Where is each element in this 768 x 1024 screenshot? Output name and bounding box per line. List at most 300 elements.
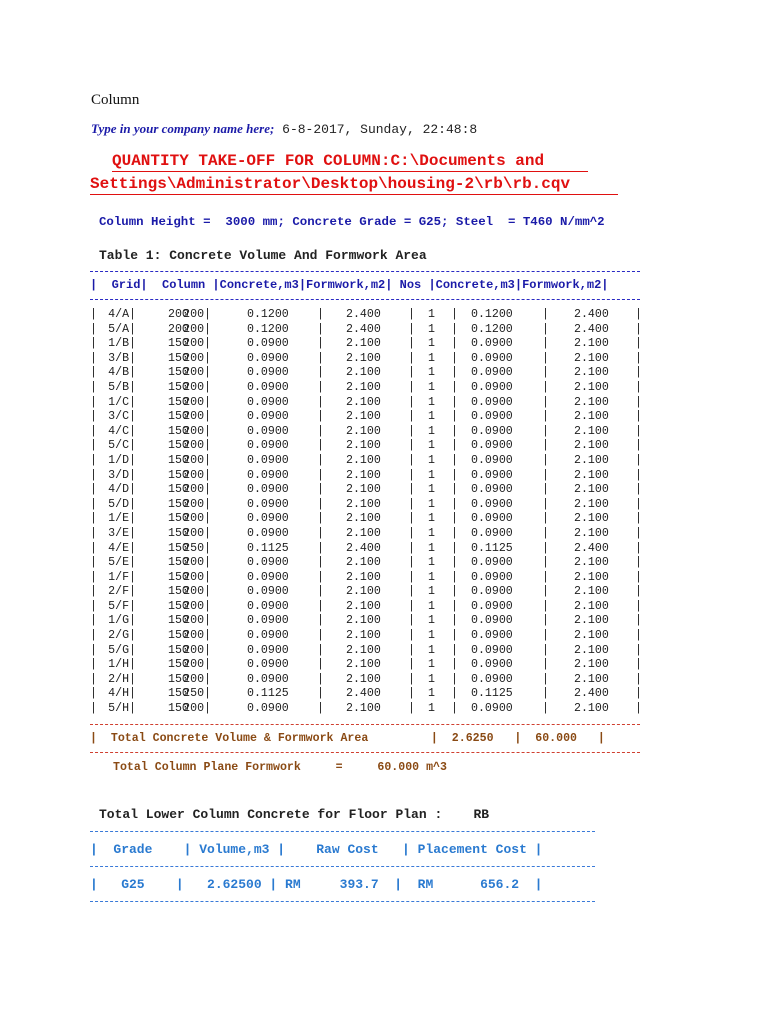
cell-d: 200| xyxy=(183,658,211,672)
cell-b: 150 xyxy=(168,643,189,657)
table2-bottom-rule xyxy=(90,901,595,902)
cell-b: 150 xyxy=(168,366,189,380)
cell-conc-total: 0.0900 xyxy=(471,570,513,584)
cell-separator: | xyxy=(90,541,97,555)
cell-separator: | xyxy=(408,541,415,555)
cell-form: 2.100 xyxy=(346,468,381,482)
cell-separator: | xyxy=(317,672,324,686)
cell-b: 150 xyxy=(168,337,189,351)
cell-conc-total: 0.0900 xyxy=(471,395,513,409)
cell-grid: 5/F| xyxy=(108,599,136,613)
cell-d: 200| xyxy=(183,322,211,336)
cell-separator: | xyxy=(408,337,415,351)
cell-separator: | xyxy=(542,512,549,526)
cell-form-total: 2.100 xyxy=(574,614,609,628)
cell-separator: | xyxy=(451,599,458,613)
cell-d: 200| xyxy=(183,512,211,526)
cell-separator: | xyxy=(408,585,415,599)
cell-separator: | xyxy=(451,337,458,351)
cell-form: 2.100 xyxy=(346,599,381,613)
cell-separator: | xyxy=(451,410,458,424)
cell-form-total: 2.100 xyxy=(574,702,609,716)
cell-separator: | xyxy=(317,687,324,701)
cell-separator: | xyxy=(542,322,549,336)
cell-separator: | xyxy=(542,658,549,672)
cell-separator: | xyxy=(542,337,549,351)
cell-form: 2.100 xyxy=(346,526,381,540)
company-name: Type in your company name here xyxy=(91,121,270,136)
timestamp xyxy=(274,122,282,137)
cell-separator: | xyxy=(635,570,642,584)
cell-conc: 0.1125 xyxy=(247,687,289,701)
cell-conc-total: 0.1200 xyxy=(471,308,513,321)
cell-form-total: 2.100 xyxy=(574,585,609,599)
cell-form: 2.100 xyxy=(346,337,381,351)
cell-separator: | xyxy=(90,658,97,672)
cell-separator: | xyxy=(90,585,97,599)
cell-separator: | xyxy=(542,526,549,540)
cell-separator: | xyxy=(451,687,458,701)
cell-separator: | xyxy=(635,658,642,672)
cell-form-total: 2.100 xyxy=(574,483,609,497)
cell-conc-total: 0.0900 xyxy=(471,468,513,482)
cell-separator: | xyxy=(317,497,324,511)
cell-conc-total: 0.0900 xyxy=(471,526,513,540)
cell-separator: | xyxy=(90,395,97,409)
cell-form: 2.400 xyxy=(346,541,381,555)
cell-d: 200| xyxy=(183,702,211,716)
cell-separator: | xyxy=(542,702,549,716)
cell-separator: | xyxy=(451,702,458,716)
cell-d: 250| xyxy=(183,687,211,701)
cell-form-total: 2.100 xyxy=(574,439,609,453)
cell-conc-total: 0.0900 xyxy=(471,672,513,686)
cell-conc-total: 0.0900 xyxy=(471,585,513,599)
cell-separator: | xyxy=(408,687,415,701)
cell-d: 200| xyxy=(183,497,211,511)
cell-separator: | xyxy=(451,643,458,657)
cell-separator: | xyxy=(635,643,642,657)
cell-separator: | xyxy=(317,643,324,657)
cell-separator: | xyxy=(90,424,97,438)
cell-conc: 0.0900 xyxy=(247,512,289,526)
cell-conc: 0.0900 xyxy=(247,702,289,716)
plane-formwork-line: Total Column Plane Formwork = 60.000 m^3 xyxy=(113,761,447,774)
table1-total-line: | Total Concrete Volume & Formwork Area | 2.6250 | 60.000 | xyxy=(90,732,605,745)
cell-form-total: 2.100 xyxy=(574,366,609,380)
cell-form: 2.100 xyxy=(346,497,381,511)
cell-nos: 1 xyxy=(428,322,435,336)
cell-conc: 0.0900 xyxy=(247,380,289,394)
cell-separator: | xyxy=(451,424,458,438)
cell-b: 150 xyxy=(168,468,189,482)
cell-form-total: 2.100 xyxy=(574,497,609,511)
cell-conc: 0.0900 xyxy=(247,658,289,672)
cell-grid: 1/H| xyxy=(108,658,136,672)
cell-b: 150 xyxy=(168,541,189,555)
cell-b: 150 xyxy=(168,599,189,613)
cell-separator: | xyxy=(542,585,549,599)
cell-form-total: 2.100 xyxy=(574,395,609,409)
cell-form: 2.100 xyxy=(346,424,381,438)
cell-separator: | xyxy=(542,570,549,584)
cell-form-total: 2.100 xyxy=(574,468,609,482)
cell-separator: | xyxy=(542,687,549,701)
cell-separator: | xyxy=(317,658,324,672)
cell-separator: | xyxy=(451,585,458,599)
cell-separator: | xyxy=(90,614,97,628)
cell-grid: 4/A| xyxy=(108,308,136,321)
cell-conc-total: 0.0900 xyxy=(471,556,513,570)
cell-grid: 5/E| xyxy=(108,556,136,570)
cell-nos: 1 xyxy=(428,483,435,497)
cell-separator: | xyxy=(451,308,458,321)
cell-separator: | xyxy=(542,453,549,467)
cell-form: 2.100 xyxy=(346,672,381,686)
cell-form-total: 2.100 xyxy=(574,556,609,570)
cell-separator: | xyxy=(408,658,415,672)
cell-separator: | xyxy=(317,468,324,482)
cell-separator: | xyxy=(317,702,324,716)
cell-nos: 1 xyxy=(428,308,435,321)
cell-separator: | xyxy=(635,468,642,482)
cell-separator: | xyxy=(317,526,324,540)
cell-conc-total: 0.0900 xyxy=(471,702,513,716)
cell-grid: 2/G| xyxy=(108,629,136,643)
cell-grid: 3/C| xyxy=(108,410,136,424)
cell-grid: 1/F| xyxy=(108,570,136,584)
cell-nos: 1 xyxy=(428,424,435,438)
cell-separator: | xyxy=(635,395,642,409)
cell-separator: | xyxy=(635,526,642,540)
cell-nos: 1 xyxy=(428,570,435,584)
cell-separator: | xyxy=(90,453,97,467)
cell-separator: | xyxy=(451,658,458,672)
cell-separator: | xyxy=(317,308,324,321)
cell-d: 200| xyxy=(183,468,211,482)
cell-conc: 0.0900 xyxy=(247,395,289,409)
cell-nos: 1 xyxy=(428,556,435,570)
cell-b: 150 xyxy=(168,351,189,365)
cell-conc: 0.0900 xyxy=(247,337,289,351)
cell-conc-total: 0.1200 xyxy=(471,322,513,336)
report-title-line1: QUANTITY TAKE-OFF FOR COLUMN:C:\Documents and xyxy=(112,152,545,170)
cell-form: 2.100 xyxy=(346,614,381,628)
cell-separator: | xyxy=(542,308,549,321)
cell-d: 200| xyxy=(183,672,211,686)
cell-separator: | xyxy=(542,672,549,686)
cell-b: 150 xyxy=(168,629,189,643)
cell-nos: 1 xyxy=(428,395,435,409)
cell-nos: 1 xyxy=(428,658,435,672)
cell-b: 150 xyxy=(168,497,189,511)
cell-conc: 0.0900 xyxy=(247,351,289,365)
cell-separator: | xyxy=(90,439,97,453)
cell-separator: | xyxy=(408,629,415,643)
cell-separator: | xyxy=(542,643,549,657)
cell-b: 150 xyxy=(168,570,189,584)
cell-nos: 1 xyxy=(428,439,435,453)
cell-separator: | xyxy=(635,599,642,613)
cell-grid: 3/E| xyxy=(108,526,136,540)
cell-form: 2.400 xyxy=(346,308,381,321)
page-heading: Column xyxy=(91,92,140,108)
cell-form: 2.100 xyxy=(346,366,381,380)
cell-separator: | xyxy=(635,614,642,628)
cell-separator: | xyxy=(635,439,642,453)
cell-b: 150 xyxy=(168,439,189,453)
cell-separator: | xyxy=(542,497,549,511)
cell-grid: 5/A| xyxy=(108,322,136,336)
cell-d: 200| xyxy=(183,380,211,394)
cell-conc: 0.0900 xyxy=(247,526,289,540)
cell-separator: | xyxy=(542,366,549,380)
cell-b: 150 xyxy=(168,687,189,701)
cell-separator: | xyxy=(317,629,324,643)
cell-b: 150 xyxy=(168,380,189,394)
cell-d: 200| xyxy=(183,614,211,628)
cell-separator: | xyxy=(451,541,458,555)
cell-conc: 0.0900 xyxy=(247,453,289,467)
cell-separator: | xyxy=(90,526,97,540)
cell-separator: | xyxy=(90,483,97,497)
cell-b: 200 xyxy=(168,308,189,321)
cell-separator: | xyxy=(635,410,642,424)
cell-form-total: 2.400 xyxy=(574,687,609,701)
cell-conc-total: 0.0900 xyxy=(471,483,513,497)
cell-form: 2.100 xyxy=(346,439,381,453)
cell-conc-total: 0.1125 xyxy=(471,541,513,555)
cell-separator: | xyxy=(317,483,324,497)
cell-separator: | xyxy=(635,483,642,497)
cell-nos: 1 xyxy=(428,599,435,613)
cell-nos: 1 xyxy=(428,526,435,540)
cell-separator: | xyxy=(408,380,415,394)
cell-grid: 3/D| xyxy=(108,468,136,482)
cell-conc-total: 0.0900 xyxy=(471,439,513,453)
cell-b: 150 xyxy=(168,556,189,570)
cell-form: 2.100 xyxy=(346,351,381,365)
cell-separator: | xyxy=(635,512,642,526)
cell-form: 2.100 xyxy=(346,556,381,570)
cell-b: 150 xyxy=(168,585,189,599)
cell-form: 2.100 xyxy=(346,629,381,643)
cell-form: 2.100 xyxy=(346,483,381,497)
cell-separator: | xyxy=(90,512,97,526)
cell-separator: | xyxy=(635,687,642,701)
cell-separator: | xyxy=(451,395,458,409)
cell-grid: 3/B| xyxy=(108,351,136,365)
cell-separator: | xyxy=(635,585,642,599)
cell-nos: 1 xyxy=(428,497,435,511)
cell-b: 150 xyxy=(168,702,189,716)
cell-conc: 0.1200 xyxy=(247,308,289,321)
cell-separator: | xyxy=(635,424,642,438)
cell-separator: | xyxy=(408,643,415,657)
cell-conc-total: 0.0900 xyxy=(471,658,513,672)
cell-form-total: 2.100 xyxy=(574,526,609,540)
cell-separator: | xyxy=(90,380,97,394)
cell-separator: | xyxy=(542,439,549,453)
cell-form-total: 2.100 xyxy=(574,570,609,584)
cell-separator: | xyxy=(542,468,549,482)
cell-form-total: 2.100 xyxy=(574,453,609,467)
cell-separator: | xyxy=(317,439,324,453)
cell-separator: | xyxy=(90,629,97,643)
table1-header: | Grid| Column |Concrete,m3|Formwork,m2| Nos |Concrete,m3|Formwork,m2| xyxy=(90,278,609,292)
cell-separator: | xyxy=(635,672,642,686)
cell-separator: | xyxy=(317,410,324,424)
cell-nos: 1 xyxy=(428,687,435,701)
cell-separator: | xyxy=(451,468,458,482)
cell-separator: | xyxy=(317,351,324,365)
cell-conc: 0.0900 xyxy=(247,556,289,570)
cell-separator: | xyxy=(317,541,324,555)
cell-conc: 0.0900 xyxy=(247,570,289,584)
cell-d: 200| xyxy=(183,410,211,424)
cell-form: 2.100 xyxy=(346,702,381,716)
cell-separator: | xyxy=(451,453,458,467)
cell-nos: 1 xyxy=(428,585,435,599)
cell-separator: | xyxy=(317,424,324,438)
cell-separator: | xyxy=(408,599,415,613)
cell-separator: | xyxy=(317,512,324,526)
cell-grid: 5/H| xyxy=(108,702,136,716)
table1-top-rule xyxy=(90,271,640,272)
cell-separator: | xyxy=(451,366,458,380)
cell-separator: | xyxy=(408,351,415,365)
cell-grid: 5/G| xyxy=(108,643,136,657)
cell-separator: | xyxy=(542,599,549,613)
cell-form: 2.100 xyxy=(346,453,381,467)
cell-form-total: 2.100 xyxy=(574,424,609,438)
cell-nos: 1 xyxy=(428,614,435,628)
cell-b: 150 xyxy=(168,410,189,424)
cell-separator: | xyxy=(451,380,458,394)
cell-separator: | xyxy=(542,541,549,555)
cell-separator: | xyxy=(635,541,642,555)
cell-grid: 5/C| xyxy=(108,439,136,453)
cell-conc-total: 0.0900 xyxy=(471,337,513,351)
cell-conc: 0.0900 xyxy=(247,497,289,511)
cell-separator: | xyxy=(90,599,97,613)
cell-form-total: 2.100 xyxy=(574,380,609,394)
title-underline-2 xyxy=(90,194,618,195)
cell-separator: | xyxy=(451,497,458,511)
cell-separator: | xyxy=(408,512,415,526)
cell-conc-total: 0.0900 xyxy=(471,512,513,526)
cell-separator: | xyxy=(90,570,97,584)
cell-nos: 1 xyxy=(428,672,435,686)
cell-nos: 1 xyxy=(428,337,435,351)
parameters-line: Column Height = 3000 mm; Concrete Grade = G25; Steel = T460 N/mm^2 xyxy=(99,215,605,229)
cell-separator: | xyxy=(635,337,642,351)
cell-grid: 4/B| xyxy=(108,366,136,380)
cell-conc: 0.0900 xyxy=(247,366,289,380)
cell-separator: | xyxy=(90,687,97,701)
cell-b: 150 xyxy=(168,483,189,497)
cell-d: 200| xyxy=(183,337,211,351)
cell-separator: | xyxy=(451,556,458,570)
cell-separator: | xyxy=(317,585,324,599)
cell-separator: | xyxy=(451,439,458,453)
cell-grid: 5/D| xyxy=(108,497,136,511)
cell-separator: | xyxy=(90,672,97,686)
cell-conc: 0.0900 xyxy=(247,614,289,628)
table1-caption: Table 1: Concrete Volume And Formwork Area xyxy=(99,248,427,263)
cell-grid: 1/E| xyxy=(108,512,136,526)
cell-grid: 1/B| xyxy=(108,337,136,351)
cell-conc-total: 0.0900 xyxy=(471,366,513,380)
cell-separator: | xyxy=(317,556,324,570)
cell-d: 250| xyxy=(183,541,211,555)
cell-conc: 0.1125 xyxy=(247,541,289,555)
cell-form-total: 2.100 xyxy=(574,337,609,351)
cell-separator: | xyxy=(317,337,324,351)
cell-separator: | xyxy=(317,453,324,467)
cell-separator: | xyxy=(317,570,324,584)
cell-b: 150 xyxy=(168,526,189,540)
cell-separator: | xyxy=(408,468,415,482)
cell-form-total: 2.100 xyxy=(574,658,609,672)
cell-conc: 0.0900 xyxy=(247,599,289,613)
cell-form: 2.100 xyxy=(346,570,381,584)
cell-separator: | xyxy=(408,526,415,540)
table2-header: | Grade | Volume,m3 | Raw Cost | Placement Cost | xyxy=(90,842,543,857)
cell-separator: | xyxy=(451,570,458,584)
cell-form: 2.400 xyxy=(346,322,381,336)
cell-separator: | xyxy=(635,380,642,394)
cell-separator: | xyxy=(542,556,549,570)
cell-separator: | xyxy=(451,512,458,526)
cell-separator: | xyxy=(635,556,642,570)
cell-separator: | xyxy=(90,366,97,380)
cell-separator: | xyxy=(408,483,415,497)
cell-conc-total: 0.0900 xyxy=(471,643,513,657)
cell-separator: | xyxy=(451,351,458,365)
cell-b: 150 xyxy=(168,512,189,526)
cell-b: 150 xyxy=(168,453,189,467)
cell-d: 200| xyxy=(183,453,211,467)
cell-conc: 0.0900 xyxy=(247,672,289,686)
cell-separator: | xyxy=(408,497,415,511)
cell-grid: 1/G| xyxy=(108,614,136,628)
cell-nos: 1 xyxy=(428,468,435,482)
cell-nos: 1 xyxy=(428,410,435,424)
cell-separator: | xyxy=(317,366,324,380)
cell-conc-total: 0.0900 xyxy=(471,351,513,365)
cell-separator: | xyxy=(635,308,642,321)
cell-nos: 1 xyxy=(428,512,435,526)
cell-separator: | xyxy=(90,322,97,336)
cell-separator: | xyxy=(90,308,97,321)
cell-grid: 2/F| xyxy=(108,585,136,599)
cell-conc: 0.0900 xyxy=(247,424,289,438)
cell-nos: 1 xyxy=(428,629,435,643)
company-line xyxy=(91,121,477,137)
report-title-line2: Settings\Administrator\Desktop\housing-2\rb\rb.cqv xyxy=(90,175,571,193)
cell-separator: | xyxy=(635,366,642,380)
cell-separator: | xyxy=(542,410,549,424)
cell-conc-total: 0.0900 xyxy=(471,599,513,613)
cell-d: 200| xyxy=(183,424,211,438)
cell-separator: | xyxy=(451,322,458,336)
cell-form-total: 2.100 xyxy=(574,629,609,643)
cell-form: 2.400 xyxy=(346,687,381,701)
cell-separator: | xyxy=(408,556,415,570)
cell-form-total: 2.100 xyxy=(574,599,609,613)
cell-b: 150 xyxy=(168,672,189,686)
